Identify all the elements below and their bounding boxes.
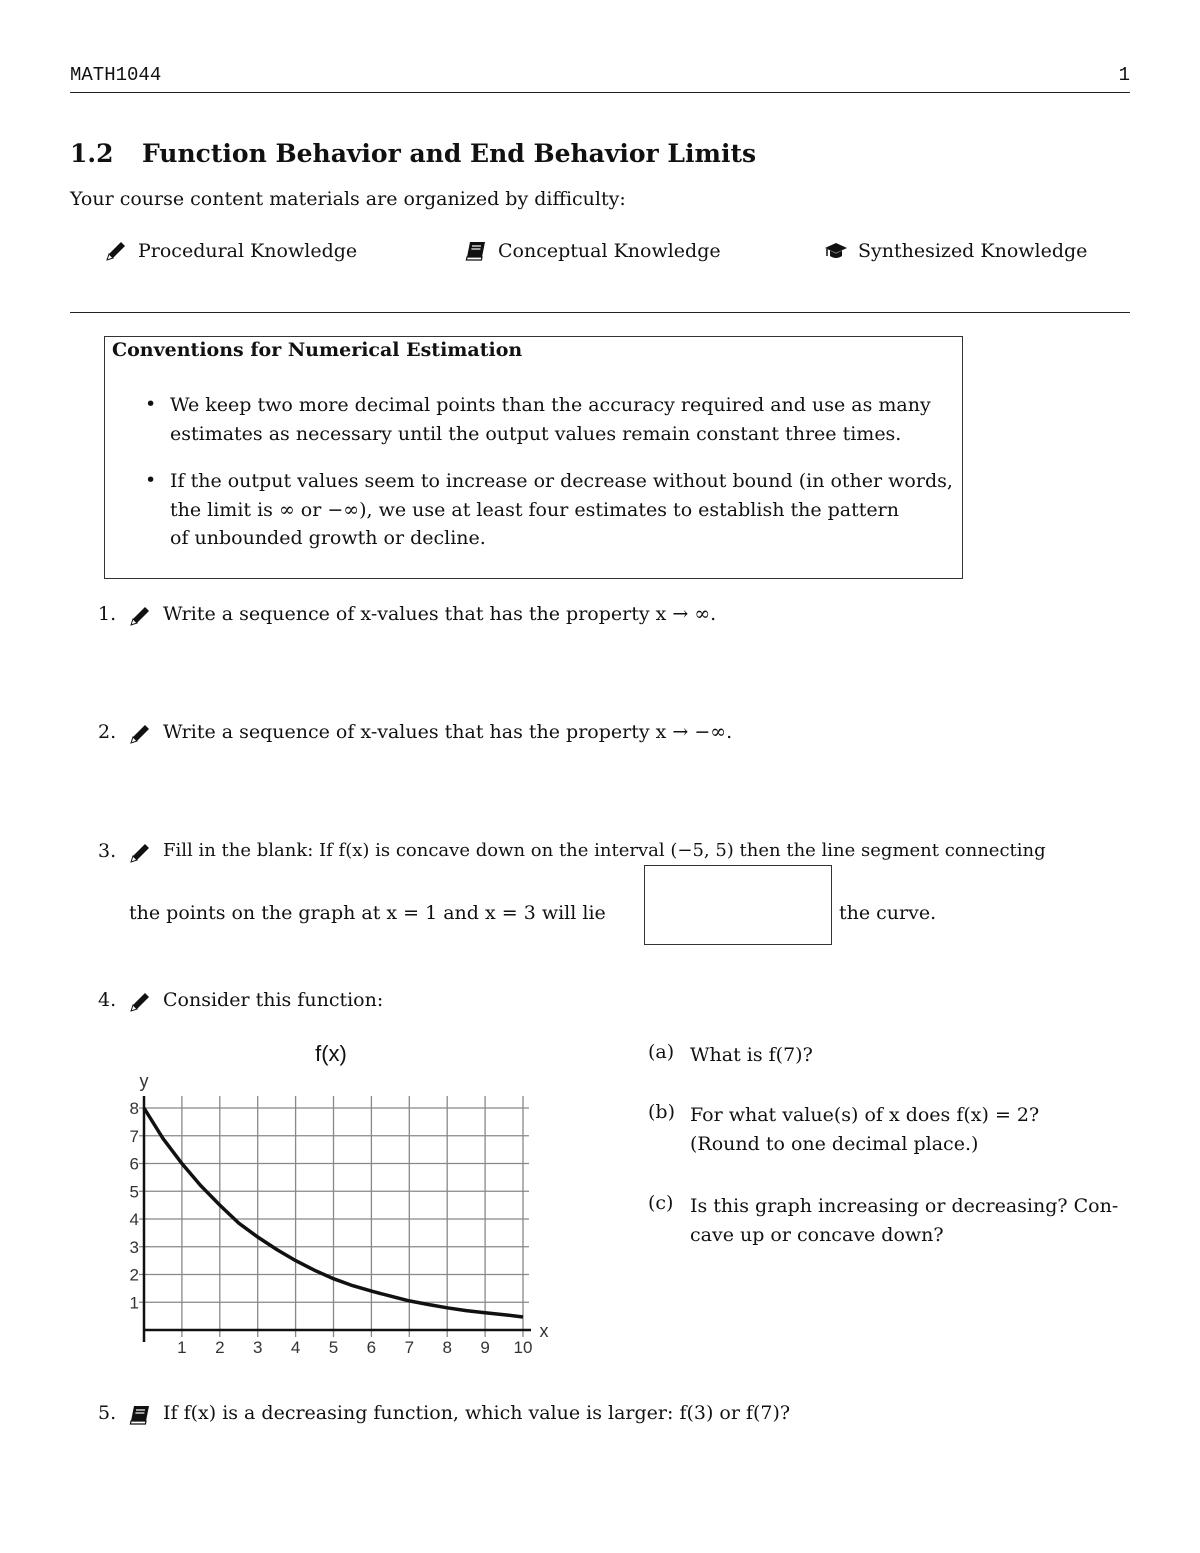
legend-label: Conceptual Knowledge [498, 240, 721, 262]
y-tick-label: 5 [129, 1182, 139, 1202]
x-tick-label: 4 [290, 1338, 301, 1357]
chart-title: f(x) [315, 1041, 347, 1066]
x-tick-label: 9 [480, 1338, 490, 1357]
section-title-text: Function Behavior and End Behavior Limits [142, 139, 757, 168]
section-number: 1.2 [70, 139, 114, 168]
legend-label: Procedural Knowledge [138, 240, 358, 262]
question-number: 1. [98, 603, 117, 625]
question-number: 2. [98, 721, 117, 743]
y-tick-label: 4 [129, 1210, 139, 1229]
y-tick-label: 2 [129, 1265, 139, 1285]
x-tick-label: 3 [252, 1338, 263, 1357]
legend-synthesized [824, 240, 1087, 262]
question-2-text: Write a sequence of x-values that has the property x → −∞. [163, 721, 733, 743]
pencil-icon [128, 723, 152, 745]
graduation-cap-icon [824, 240, 848, 262]
bullet-line: of unbounded growth or decline. [170, 527, 486, 549]
part-label: (b) [648, 1101, 675, 1123]
question-3-line-2-end: the curve. [839, 902, 937, 924]
y-tick-label: 1 [129, 1293, 139, 1313]
y-tick-label: 6 [129, 1154, 139, 1174]
legend-label: Synthesized Knowledge [858, 240, 1088, 262]
x-tick-label: 5 [328, 1338, 339, 1357]
section-rule [70, 312, 1130, 313]
page-number: 1 [1118, 64, 1130, 86]
pencil-icon [128, 605, 152, 627]
part-label: (a) [648, 1041, 675, 1063]
y-tick-label: 3 [129, 1237, 139, 1257]
course-code: MATH1044 [70, 64, 162, 86]
bullet-dot: • [145, 469, 157, 491]
chart-ticks [130, 1099, 533, 1357]
question-4-text: Consider this function: [163, 989, 384, 1011]
question-3-line-2: the points on the graph at x = 1 and x = 3 will lie [129, 902, 606, 924]
bullet-dot: • [145, 393, 157, 415]
bullet-line: We keep two more decimal points than the accuracy required and use as many [170, 394, 931, 416]
part-line: cave up or concave down? [690, 1224, 944, 1246]
x-tick-label: 6 [366, 1338, 377, 1357]
convention-bullet-2 [170, 467, 960, 553]
question-3-line-1: Fill in the blank: If f(x) is concave down on the interval (−5, 5) then the line segment connecting [163, 840, 1046, 861]
bullet-line: the limit is ∞ or −∞), we use at least four estimates to establish the pattern [170, 498, 899, 521]
pencil-icon [128, 991, 152, 1013]
y-axis-label: y [139, 1071, 149, 1091]
bullet-line: estimates as necessary until the output values remain constant three times. [170, 422, 902, 445]
y-tick-label: 7 [129, 1126, 139, 1146]
part-c-text [690, 1192, 1130, 1250]
part-line: For what value(s) of x does f(x) = 2? [690, 1104, 1040, 1126]
intro-text: Your course content materials are organized by difficulty: [70, 188, 626, 210]
pencil-icon [104, 240, 128, 262]
pencil-icon [128, 842, 152, 864]
book-icon [464, 240, 488, 262]
part-line: What is f(7)? [690, 1044, 813, 1066]
answer-blank-box[interactable] [644, 865, 832, 945]
part-line: (Round to one decimal place.) [690, 1133, 979, 1155]
question-number: 4. [98, 989, 117, 1011]
convention-bullet-1 [170, 391, 960, 448]
book-icon [128, 1404, 152, 1426]
question-number: 5. [98, 1402, 117, 1424]
section-title [70, 139, 756, 168]
header-rule [70, 92, 1130, 93]
chart-grid [139, 1096, 529, 1337]
part-b-text [690, 1101, 1130, 1159]
part-a-text [690, 1041, 1130, 1070]
question-1-text: Write a sequence of x-values that has the property x → ∞. [163, 603, 717, 625]
x-tick-label: 1 [177, 1338, 187, 1357]
x-tick-label: 7 [404, 1338, 415, 1357]
question-number: 3. [98, 840, 117, 862]
x-tick-label: 8 [442, 1338, 452, 1357]
x-tick-label: 2 [215, 1338, 225, 1357]
legend-procedural [104, 240, 357, 262]
bullet-line: If the output values seem to increase or decrease without bound (in other words, [170, 470, 953, 492]
part-label: (c) [648, 1192, 674, 1214]
y-tick-label: 8 [129, 1099, 139, 1118]
conventions-title: Conventions for Numerical Estimation [112, 339, 523, 361]
legend-conceptual [464, 240, 721, 262]
part-line: Is this graph increasing or decreasing? Con- [690, 1195, 1119, 1217]
question-5-text: If f(x) is a decreasing function, which value is larger: f(3) or f(7)? [163, 1402, 791, 1424]
function-graph [118, 1030, 558, 1365]
x-tick-label: 10 [513, 1338, 533, 1357]
x-axis-label: x [539, 1321, 549, 1341]
